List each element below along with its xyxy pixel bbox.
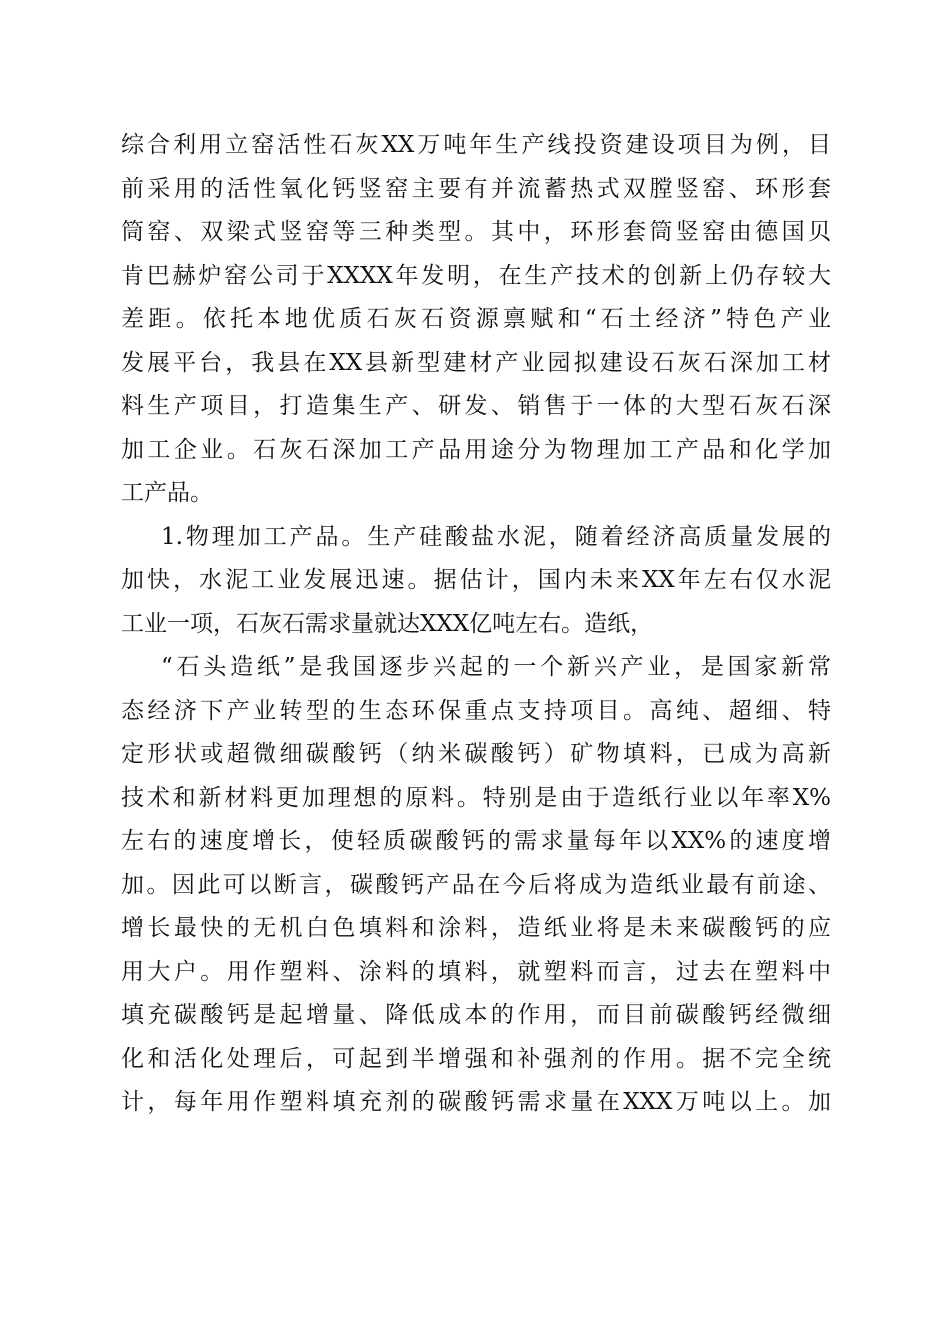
body-text <box>121 124 831 1125</box>
text-line: 发展平台，我县在XX县新型建材产业园拟建设石灰石深加工材 <box>121 349 831 376</box>
text-line: 肯巴赫炉窑公司于XXXX年发明，在生产技术的创新上仍存较大 <box>121 262 831 289</box>
text-line: 技术和新材料更加理想的原料。特别是由于造纸行业以年率X% <box>121 784 831 811</box>
text-line: 差距。依托本地优质石灰石资源禀赋和“石土经济”特色产业 <box>121 306 831 332</box>
text-line: “石头造纸”是我国逐步兴起的一个新兴产业，是国家新常 <box>161 654 831 680</box>
text-line: 用大户。用作塑料、涂料的填料，就塑料而言，过去在塑料中 <box>121 958 831 985</box>
text-line: 加。因此可以断言，碳酸钙产品在今后将成为造纸业最有前途、 <box>121 871 831 898</box>
text-line: 筒窑、双梁式竖窑等三种类型。其中，环形套筒竖窑由德国贝 <box>121 219 831 245</box>
text-line: 左右的速度增长，使轻质碳酸钙的需求量每年以XX%的速度增 <box>121 828 831 854</box>
text-line: 计，每年用作塑料填充剂的碳酸钙需求量在XXX万吨以上。加 <box>121 1089 831 1115</box>
text-line: 前采用的活性氧化钙竖窑主要有并流蓄热式双膛竖窑、环形套 <box>121 175 831 202</box>
text-line: 态经济下产业转型的生态环保重点支持项目。高纯、超细、特 <box>121 697 831 724</box>
text-line: 加快，水泥工业发展迅速。据估计，国内未来XX年左右仅水泥 <box>121 567 831 593</box>
text-line: 化和活化处理后，可起到半增强和补强剂的作用。据不完全统 <box>121 1045 831 1072</box>
text-line: 料生产项目，打造集生产、研发、销售于一体的大型石灰石深 <box>121 393 831 419</box>
text-line: 综合利用立窑活性石灰XX万吨年生产线投资建设项目为例，目 <box>121 132 831 158</box>
text-line: 工业一项，石灰石需求量就达XXX亿吨左右。造纸， <box>121 610 654 637</box>
text-line: 增长最快的无机白色填料和涂料，造纸业将是未来碳酸钙的应 <box>121 915 831 941</box>
text-line: 定形状或超微细碳酸钙（纳米碳酸钙）矿物填料，已成为高新 <box>121 741 831 767</box>
paragraph-heading-line: 1.物理加工产品。生产硅酸盐水泥，随着经济高质量发展的 <box>161 523 831 550</box>
text-line: 工产品。 <box>121 480 213 506</box>
text-line: 填充碳酸钙是起增量、降低成本的作用，而目前碳酸钙经微细 <box>121 1002 831 1028</box>
text-line: 加工企业。石灰石深加工产品用途分为物理加工产品和化学加 <box>121 436 831 463</box>
